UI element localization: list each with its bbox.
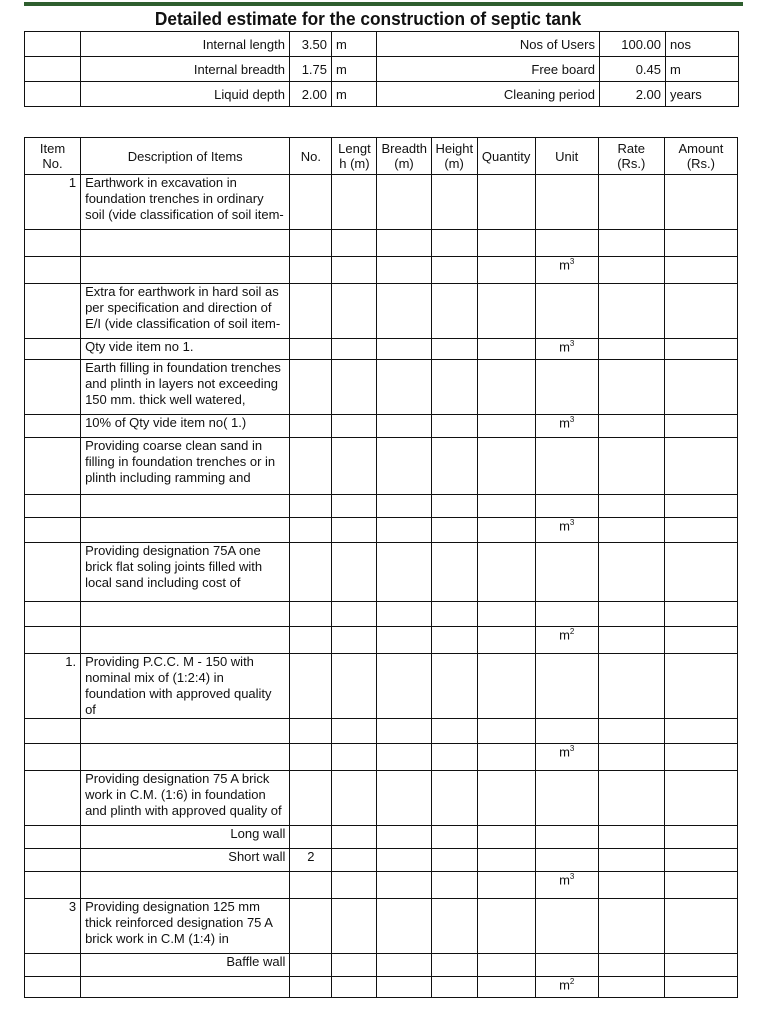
- unit-cell: $m^3$: [535, 744, 598, 771]
- param-value: 100.00: [600, 32, 666, 57]
- table-row: [25, 339, 738, 360]
- short-wall-label: Short wall: [81, 849, 290, 872]
- table-row: [25, 602, 738, 627]
- table-row: [25, 284, 738, 339]
- table-row: [25, 543, 738, 602]
- baffle-wall-label: Baffle wall: [81, 954, 290, 977]
- col-header-quantity: Quantity: [477, 138, 535, 175]
- item-description: Providing coarse clean sand in filling in foundation trenches or in plinth including ramming and: [81, 438, 290, 495]
- table-row: [25, 849, 738, 872]
- table-row: [25, 872, 738, 899]
- unit-cell: $m^3$: [535, 518, 598, 543]
- item-description: Extra for earthwork in hard soil as per specification and direction of E/I (vide classification of soil item-: [81, 284, 290, 339]
- table-row: [25, 495, 738, 518]
- item-description: Earthwork in excavation in foundation trenches in ordinary soil (vide classification of soil item-: [81, 175, 290, 230]
- param-unit: m: [666, 57, 739, 82]
- table-row: [25, 654, 738, 719]
- col-header-height: Height (m): [431, 138, 477, 175]
- unit-cell: $m^3$: [535, 339, 598, 360]
- col-header-no: No.: [290, 138, 332, 175]
- item-subtext: Qty vide item no 1.: [81, 339, 290, 360]
- param-value: 3.50: [290, 32, 332, 57]
- table-row: [25, 438, 738, 495]
- table-row: [25, 719, 738, 744]
- table-row: [25, 415, 738, 438]
- unit-cell: $m^3$: [535, 257, 598, 284]
- col-header-amount: Amount (Rs.): [664, 138, 737, 175]
- page-title: Detailed estimate for the construction of septic tank: [154, 9, 582, 29]
- item-description: Providing designation 75A one brick flat soling joints filled with local sand including cost of: [81, 543, 290, 602]
- param-unit: m: [332, 57, 377, 82]
- table-row: [25, 954, 738, 977]
- unit-cell: $m^2$: [535, 627, 598, 654]
- param-label: Internal length: [81, 32, 290, 57]
- table-row: [25, 518, 738, 543]
- unit-cell: $m^3$: [535, 415, 598, 438]
- item-number: 3: [25, 899, 81, 954]
- param-unit: years: [666, 82, 739, 107]
- item-number: 1: [25, 175, 81, 230]
- param-unit: nos: [666, 32, 739, 57]
- param-value: 1.75: [290, 57, 332, 82]
- unit-cell: $m^2$: [535, 977, 598, 998]
- col-header-length: Lengt h (m): [332, 138, 377, 175]
- col-header-breadth: Breadth (m): [377, 138, 431, 175]
- param-row: [25, 82, 739, 107]
- param-value: 2.00: [600, 82, 666, 107]
- item-description: Providing designation 125 mm thick reinforced designation 75 A brick work in C.M (1:4) in: [81, 899, 290, 954]
- table-row: [25, 627, 738, 654]
- param-label: Nos of Users: [377, 32, 600, 57]
- parameters-table: [24, 31, 739, 107]
- item-number: 1.: [25, 654, 81, 719]
- table-row: [25, 826, 738, 849]
- param-label: Liquid depth: [81, 82, 290, 107]
- item-description: Earth filling in foundation trenches and plinth in layers not exceeding 150 mm. thick well watered,: [81, 360, 290, 415]
- table-row: [25, 360, 738, 415]
- estimate-table: [24, 137, 738, 998]
- top-rule: [24, 2, 743, 6]
- param-row: [25, 32, 739, 57]
- table-row: [25, 977, 738, 998]
- col-header-rate: Rate (Rs.): [598, 138, 664, 175]
- item-subtext: 10% of Qty vide item no( 1.): [81, 415, 290, 438]
- param-value: 0.45: [600, 57, 666, 82]
- table-header-row: [25, 138, 738, 175]
- table-row: [25, 899, 738, 954]
- param-value: 2.00: [290, 82, 332, 107]
- param-label: Cleaning period: [377, 82, 600, 107]
- col-header-unit: Unit: [535, 138, 598, 175]
- col-header-item: Item No.: [25, 138, 81, 175]
- col-header-description: Description of Items: [81, 138, 290, 175]
- param-label: Internal breadth: [81, 57, 290, 82]
- table-row: [25, 771, 738, 826]
- item-description: Providing P.C.C. M - 150 with nominal mix of (1:2:4) in foundation with approved quality of: [81, 654, 290, 719]
- param-unit: m: [332, 82, 377, 107]
- table-row: [25, 744, 738, 771]
- item-description: Providing designation 75 A brick work in C.M. (1:6) in foundation and plinth with approved quality of: [81, 771, 290, 826]
- unit-cell: $m^3$: [535, 872, 598, 899]
- table-row: [25, 257, 738, 284]
- table-row: [25, 175, 738, 230]
- table-row: [25, 230, 738, 257]
- param-unit: m: [332, 32, 377, 57]
- param-row: [25, 57, 739, 82]
- param-label: Free board: [377, 57, 600, 82]
- short-wall-count: 2: [290, 849, 332, 872]
- long-wall-label: Long wall: [81, 826, 290, 849]
